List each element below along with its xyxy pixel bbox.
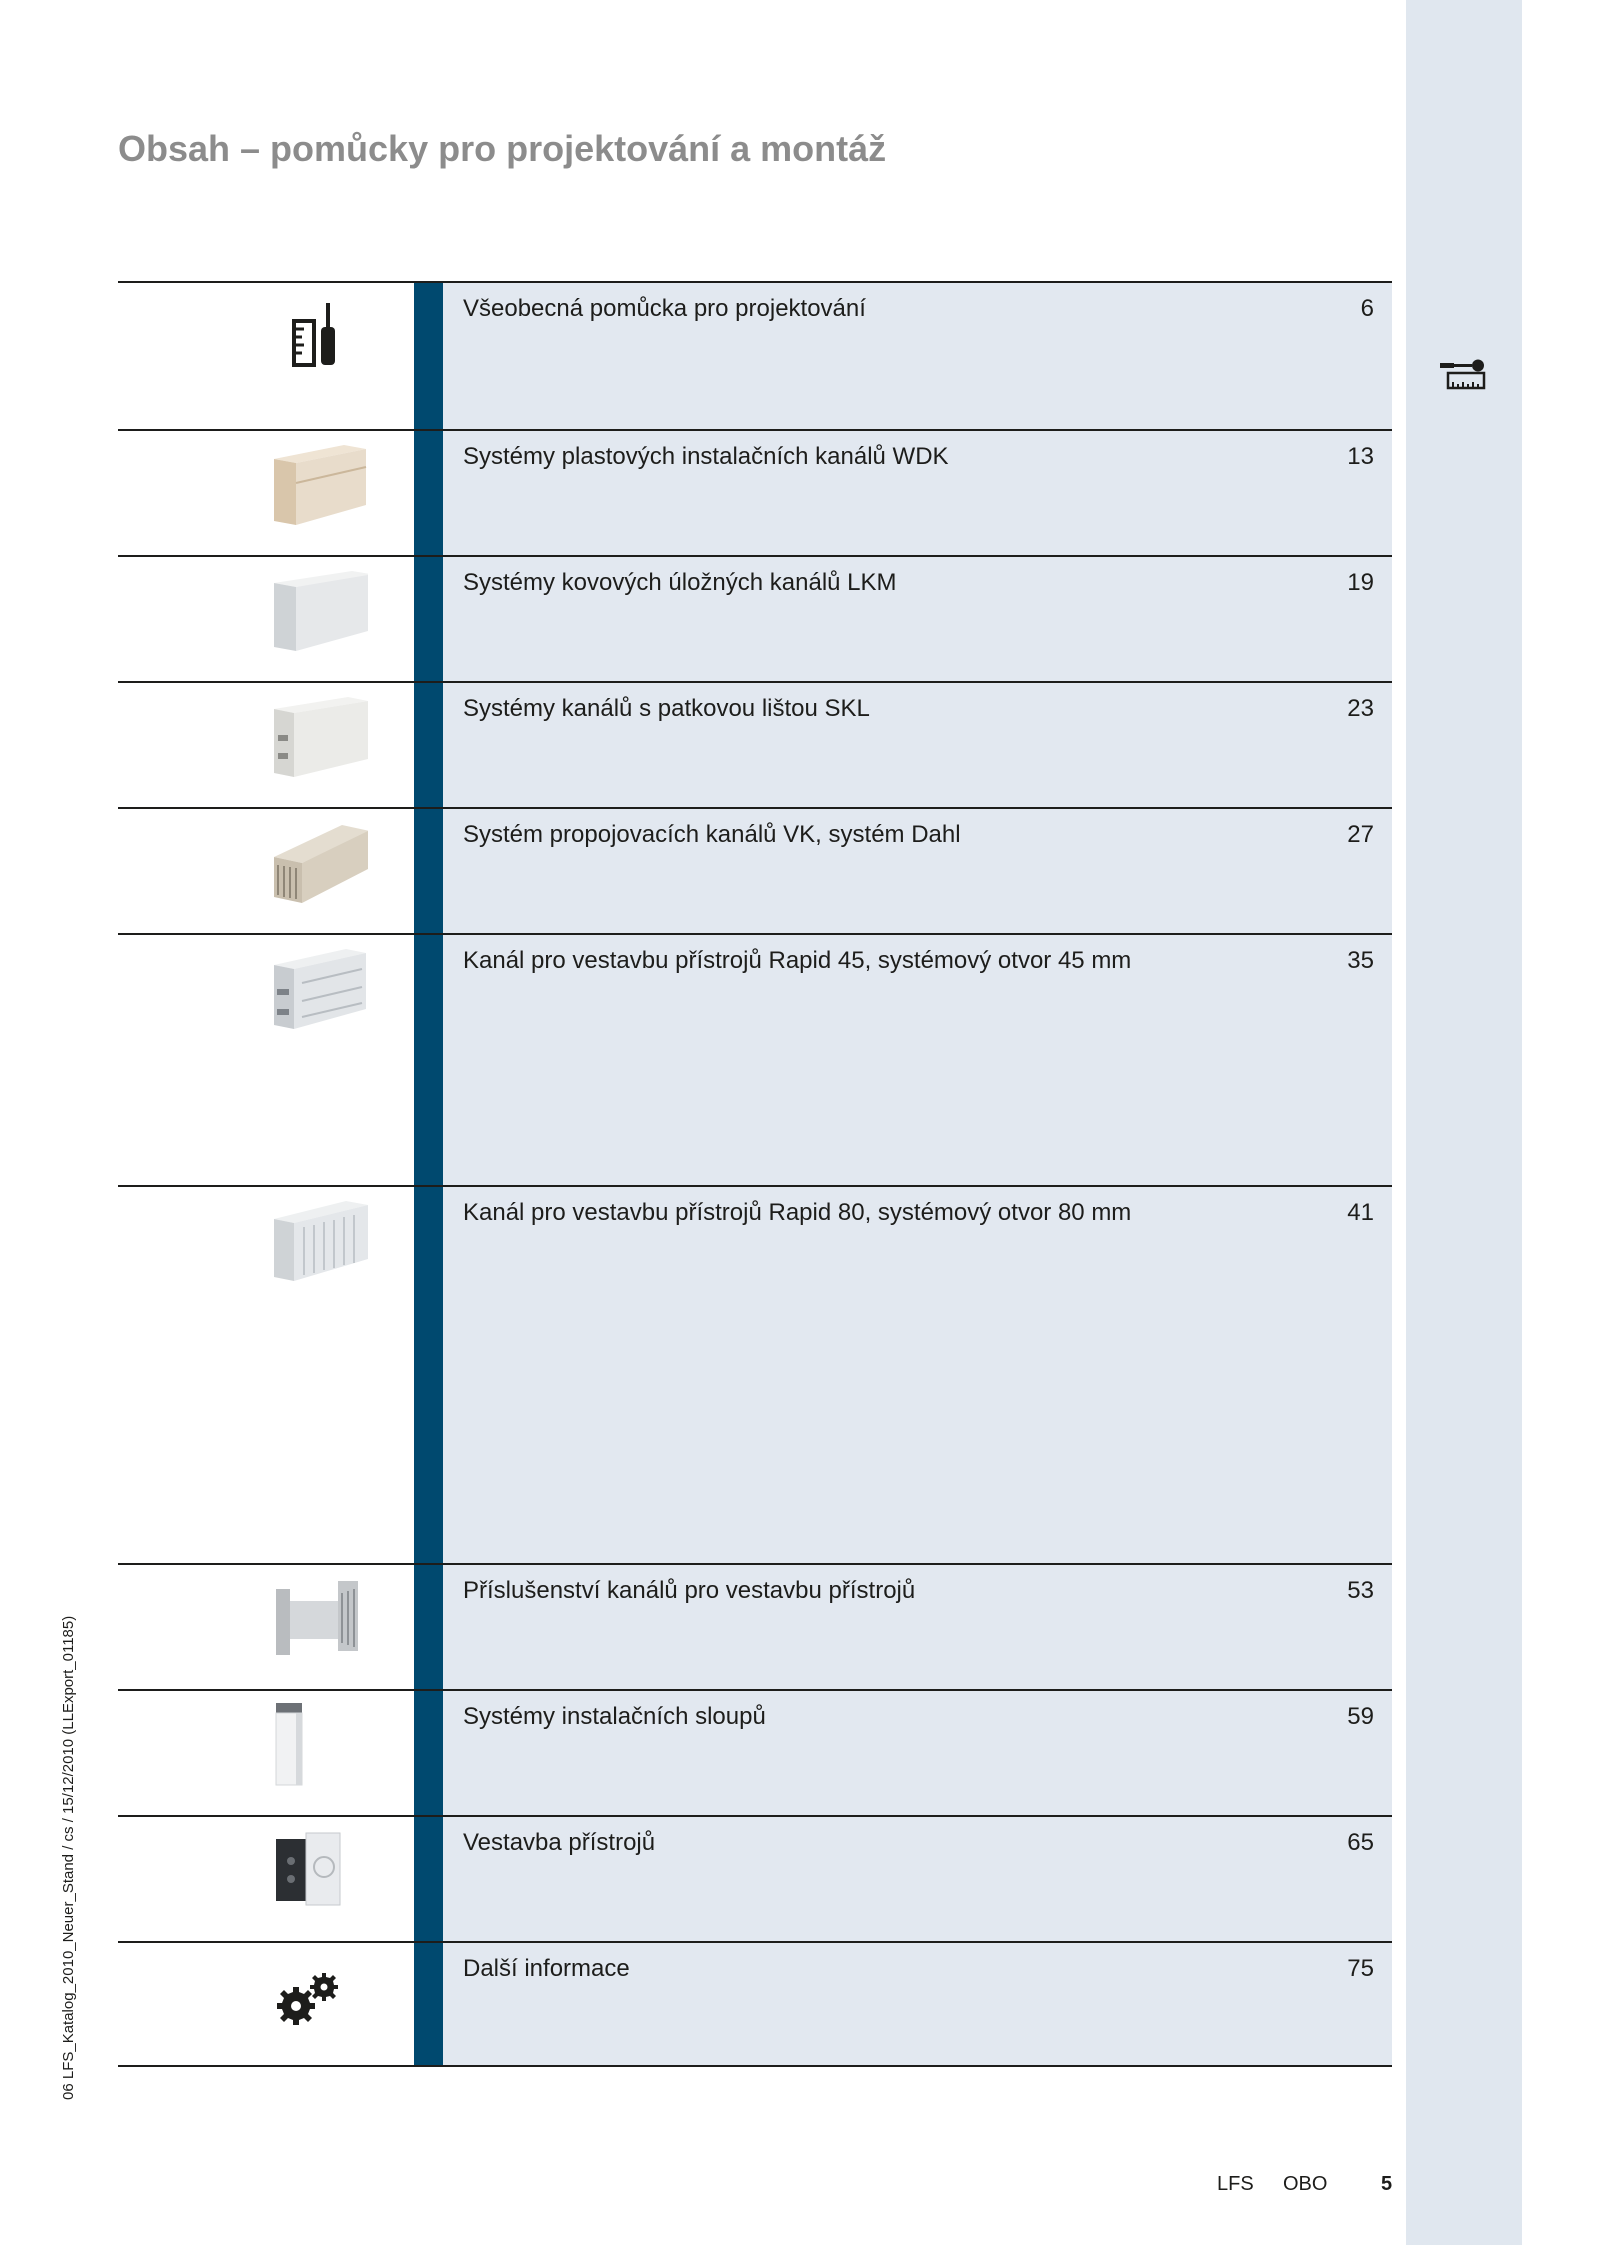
toc-page-number: 13: [1347, 443, 1374, 470]
toc-row[interactable]: [118, 1563, 1392, 1689]
toc-label: Systém propojovacích kanálů VK, systém Dahl: [463, 821, 961, 848]
toc-row[interactable]: [118, 933, 1392, 1185]
right-sidebar: [1406, 0, 1522, 2245]
page-title: Obsah – pomůcky pro projektování a montáž: [118, 128, 887, 169]
toc-page-number: 75: [1347, 1955, 1374, 1982]
skirting-trunking-icon: [272, 691, 368, 779]
footer-brand-obo: OBO: [1283, 2173, 1328, 2195]
rapid80-trunking-icon: [272, 1195, 368, 1283]
rapid45-trunking-icon: [272, 943, 368, 1031]
toc-label: Kanál pro vestavbu přístrojů Rapid 45, systémový otvor 45 mm: [463, 947, 1132, 974]
toc-label: Vestavba přístrojů: [463, 1829, 656, 1856]
toc-page-number: 23: [1347, 695, 1374, 722]
toc-row[interactable]: [118, 1689, 1392, 1815]
toc-label: Systémy kanálů s patkovou lištou SKL: [463, 695, 870, 722]
toc-table: [118, 281, 1392, 2067]
accessories-icon: [272, 1573, 368, 1661]
footer-brand-lfs: LFS: [1217, 2173, 1254, 2195]
toc-page-number: 59: [1347, 1703, 1374, 1730]
toc-label: Kanál pro vestavbu přístrojů Rapid 80, systémový otvor 80 mm: [463, 1199, 1132, 1226]
toc-page-number: 19: [1347, 569, 1374, 596]
metal-trunking-icon: [272, 565, 368, 653]
toc-row[interactable]: [118, 1815, 1392, 1941]
document-code: 06 LFS_Katalog_2010_Neuer_Stand / cs / 15/12/2010 (LLExport_01185): [60, 1615, 77, 2100]
toc-page-number: 6: [1360, 295, 1374, 322]
toc-row[interactable]: [118, 281, 1392, 429]
toc-row[interactable]: [118, 1185, 1392, 1563]
toc-row[interactable]: [118, 681, 1392, 807]
toc-row[interactable]: [118, 807, 1392, 933]
device-installation-icon: [272, 1825, 368, 1913]
installation-column-icon: [272, 1699, 368, 1787]
toc-label: Příslušenství kanálů pro vestavbu přístrojů: [463, 1577, 916, 1604]
toc-page-number: 35: [1347, 947, 1374, 974]
toc-page-number: 41: [1347, 1199, 1374, 1226]
planning-tools-icon: [1440, 356, 1486, 392]
toc-page-number: 65: [1347, 1829, 1374, 1856]
toc-label: Systémy instalačních sloupů: [463, 1703, 766, 1730]
toc-label: Všeobecná pomůcka pro projektování: [463, 295, 866, 322]
toc-label: Systémy kovových úložných kanálů LKM: [463, 569, 897, 596]
wiring-duct-icon: [272, 817, 368, 905]
gears-icon: [272, 1951, 368, 2039]
toc-row[interactable]: [118, 429, 1392, 555]
toc-row[interactable]: [118, 1941, 1392, 2067]
toc-page-number: 27: [1347, 821, 1374, 848]
toc-row[interactable]: [118, 555, 1392, 681]
toc-label: Další informace: [463, 1955, 630, 1982]
footer-page-number: 5: [1381, 2173, 1393, 2195]
toc-page-number: 53: [1347, 1577, 1374, 1604]
toc-label: Systémy plastových instalačních kanálů WDK: [463, 443, 949, 470]
ruler-screwdriver-icon: [288, 303, 352, 373]
plastic-trunking-icon: [272, 439, 368, 527]
